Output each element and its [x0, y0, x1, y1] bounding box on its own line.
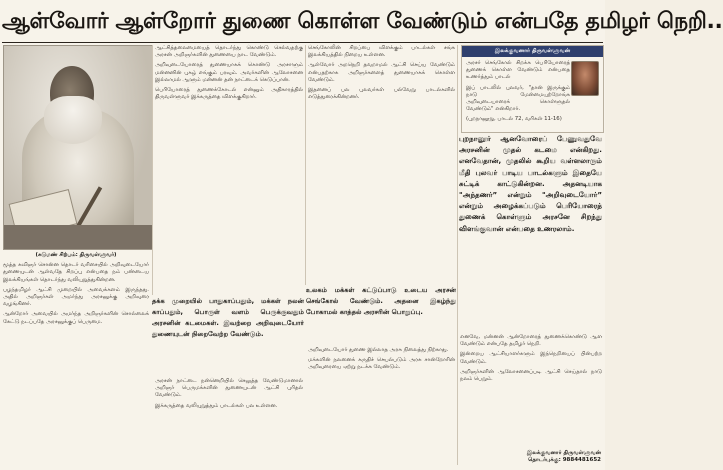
pull-quote-text: புறநானூர் ஆனவோரைப் பேணுவதுவே அரசனின் முதல் கடமை என்கிறது. எனவேதான், முதலில் கூறிய வள்ளலாரும் மீதி புலவர் பாடிய பாடல்களும் இதையே சுட்டிக் காட்டுகின்றன. அதனடியாக "அந்தணர்” என்றும் "அறிவுடையோர்” என்றும் அழைக்கப்படும் பெரியோரைத் துணைக் கொள்ளும் அரசனே சிறந்து விளங்குவான் என்பதை உணரலாம். — [459, 134, 602, 233]
paragraph: மூத்த கவிஞர் சொன்ன தொடர் வரிசையில் அறிவுடையோர் துணையுடன் ஆள்வதே சிறப்பு என்பதை நம் பண்டைய இலக்கியங்கள் தொடர்ந்து வலியுறுத்துகின்றன. — [3, 262, 149, 283]
author-label: இலக்குவனார் திருவள்ளுவன் — [462, 46, 603, 57]
paragraph: செங்கோலின் சிறப்பை விளக்கும் பாடல்கள் சங்க இலக்கியத்தில் நிறைய உள்ளன. — [308, 45, 455, 59]
author-box-text — [466, 60, 570, 130]
column-left-bottom — [3, 252, 149, 466]
pull-quote-left — [152, 296, 304, 374]
paragraph: ஆன்றோர் அவையில் அமர்ந்த அறிஞர்களின் சொல்லைக் கேட்டு நடப்பதே அரசனுக்குப் பெருமை. — [3, 311, 149, 325]
pull-quote-text: உலகம் மக்கள் கட்டுப்பாடு உடைய அரசன் செங்கோல் வேண்டும். அதனை இகழ்ந்து போகாமல் காத்தல் அரசரின் பொறுப்பு. — [306, 286, 456, 316]
signature-contact: தொடர்புக்கு: 9884481652 — [528, 457, 601, 463]
paragraph: இதனைப் பல புலவர்கள் பல்வேறு பாடல்களில் எடுத்துரைக்கின்றனர். — [308, 87, 455, 101]
paragraph: இக்கருத்தை வலியுறுத்தும் பாடல்கள் பல உள்ளன. — [155, 402, 278, 409]
paragraph: மக்களின் நலனைக் கருதிச் செயல்படும் அரசு சான்றோரின் அறிவுரையை ஏற்று நடக்க வேண்டும். — [308, 357, 455, 371]
column-middle-top — [155, 45, 303, 291]
paragraph: எனவே, மன்னன் ஆன்றோரைத் துணைக்கொண்டு ஆள வேண்டும் என்பதே தமிழர் நெறி. — [460, 334, 602, 348]
paragraph: இன்றைய ஆட்சியாளர்களும் இந்நெறியைப் பின்பற்ற வேண்டும். — [460, 351, 602, 365]
paragraph: அறிஞர்களின் ஆலோசனைப்படி ஆட்சி செய்தால் நாடு நலம் பெறும். — [460, 368, 602, 383]
column-right-bottom — [460, 334, 602, 446]
paragraph: இப் பாடலில் புலவர், "தான் இருக்கும் நாடு மேன்மையுற்றோங்க அறிவுடையாரைக் கொள்ளுதல் வேண்டும்" என்கிறார். — [466, 84, 570, 113]
column-middle-bottom — [155, 378, 303, 466]
paragraph: ஆட்சித்தலைமையைத் தொடர்ந்து கொண்டு செல்வதற்கு அரசன் அறிஞர்களின் துணையை நாட வேண்டும். — [155, 45, 303, 59]
paragraph: பெரியோரைத் துணைக்கோடல் என்னும் அதிகாரத்தில் திருவள்ளுவர் இக்கருத்தை விளக்குகிறார். — [155, 87, 303, 101]
author-signature — [471, 450, 601, 464]
author-box — [461, 45, 604, 133]
headline: ஆள்வோர் ஆள்றோர் துணை கொள்ள வேண்டும் என்பதே தமிழர் நெறி.. — [2, 2, 603, 43]
column-center-top — [308, 45, 455, 281]
paragraph: அறிவுடையோர் துணை இல்லாத அரசு நிலைத்து நிற்காது. — [308, 347, 449, 353]
pull-quote-text: தக்க முறையில் பாதுகாப்பதும், மக்கள் நலன் காப்பதும், பொருள் வளம் பெருக்குவதும் அரசனின் கடமைகள். இவற்றை அறிவுடையோர் துணையுடன் நிறைவேற்ற வேண்டும். — [152, 297, 304, 338]
thiruvalluvar-photo — [3, 45, 153, 250]
column-center-bottom — [308, 347, 455, 466]
signature-name: இலக்குவனார் திருவள்ளுவன் — [526, 450, 601, 456]
paragraph: அரசன் நாட்டை நன்னெறியில் செலுத்த வேண்டுமானால் அறிஞர் பெருமக்களின் துணையுடன் ஆட்சி புரிதல் வேண்டும். — [155, 378, 303, 399]
paragraph: (புறநானூறு, பாடல் 72, வரிகள் 11-16) — [466, 116, 562, 123]
photo-caption: (சுடுமண் சிற்பம்: திருவள்ளுவர்) — [35, 252, 117, 258]
pull-quote-right — [459, 133, 602, 330]
paragraph: ஆள்வோர் அறநெறி தவறாமல் ஆட்சி செய்ய வேண்டும் என்பதற்காக அறிஞர்களைத் துணையாகக் கொள்ள வேண்டும். — [308, 62, 455, 83]
paragraph: பழந்தமிழர் ஆட்சி முறையில் அவைக்களம் இருந்தது. அதில் அறிஞர்கள் அமர்ந்து அரசனுக்கு அறிவுரை வழங்கினர். — [3, 286, 149, 308]
paragraph: அரசர் செங்கோல் சிறக்க பெரியோரைத் துணைக் கொள்ள வேண்டும் என்பதை உணர்த்தும் பாடல் — [466, 60, 570, 81]
paragraph: அறிவுடையோரைத் துணையாகக் கொண்டு அரசாளும் மன்னனின் புகழ் எங்கும் பரவும். அவர்களின் ஆலோசனை இல்லாமல் ஆளும் மன்னன் தன் நாட்டைக் கெடுப்பான். — [155, 62, 303, 83]
pull-quote-center — [306, 285, 456, 343]
author-photo — [571, 61, 599, 96]
